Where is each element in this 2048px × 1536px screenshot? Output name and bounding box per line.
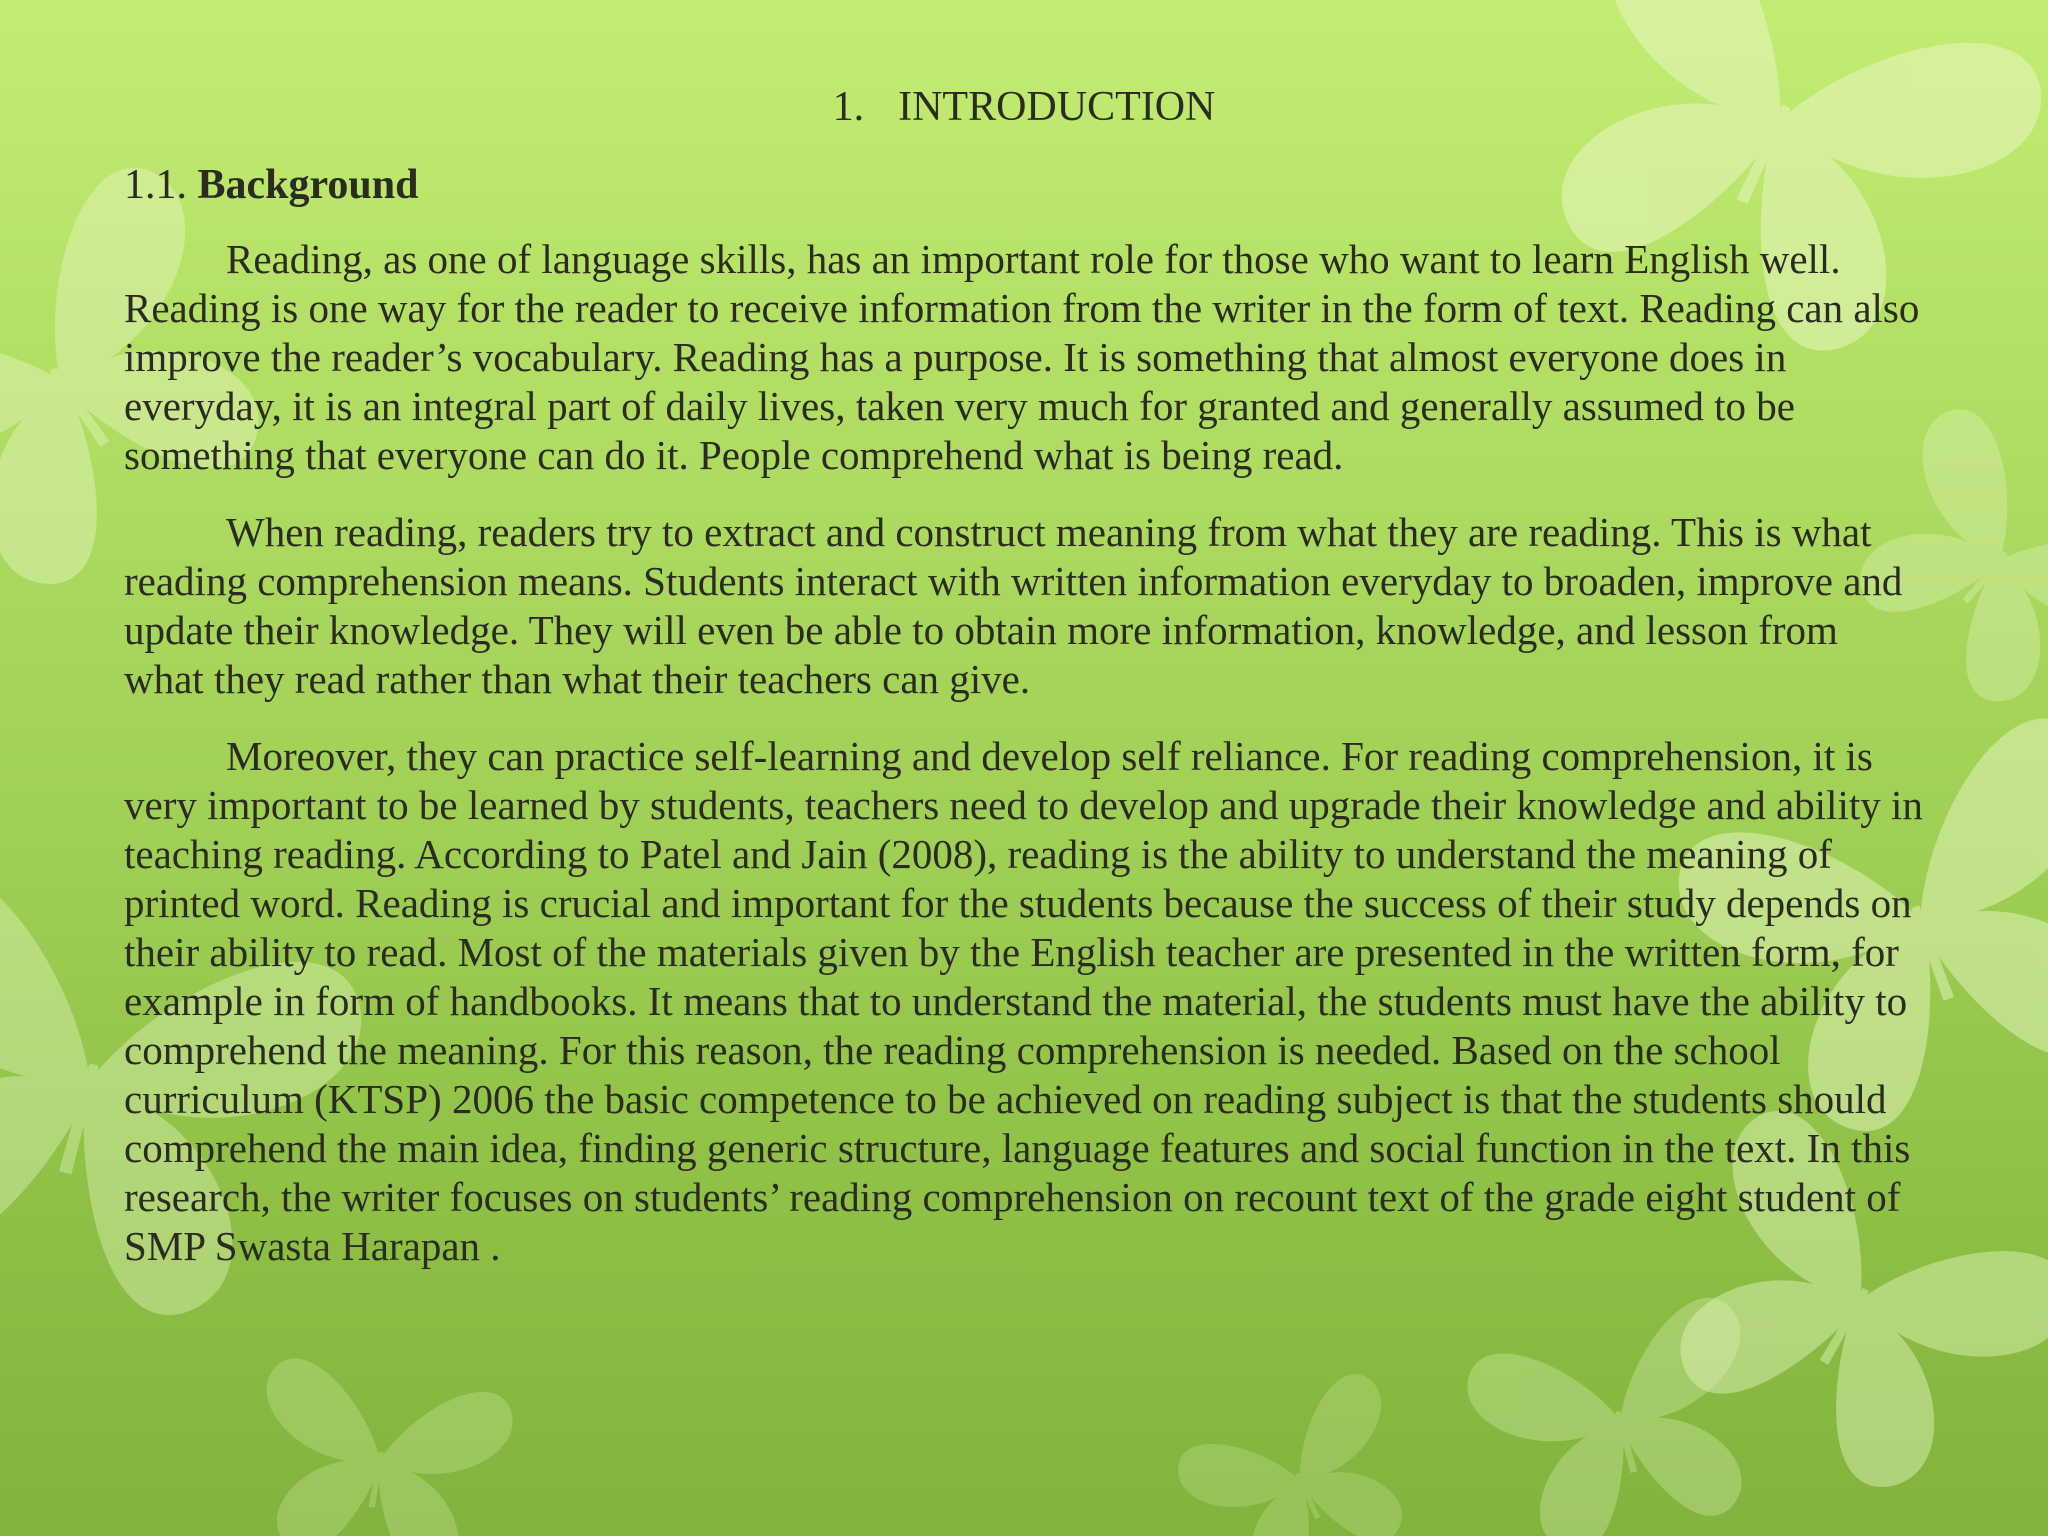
section-number: 1. (832, 84, 865, 130)
section-title: INTRODUCTION (898, 84, 1216, 130)
subsection-heading (124, 158, 418, 212)
subsection-title: Background (197, 162, 419, 208)
paragraph: Moreover, they can practice self-learning and develop self reliance. For reading comprehension, it is very important to be learned by students, teachers need to develop and upgrade their knowledge and ability in teaching reading. According to Patel and Jain (2008), reading is the ability to understand the meaning of printed word. Reading is crucial and important for the students because the success of their study depends on their ability to read. Most of the materials given by the English teacher are presented in the written form, for example in form of handbooks. It means that to understand the material, the students must have the ability to comprehend the meaning. For this reason, the reading comprehension is needed. Based on the school curriculum (KTSP) 2006 the basic competence to be achieved on reading subject is that the students should comprehend the main idea, finding generic structure, language features and social function in the text. In this research, the writer focuses on students’ reading comprehension on recount text of the grade eight student of SMP Swasta Harapan . (124, 733, 1923, 1269)
subsection-number: 1.1. (124, 162, 187, 208)
paragraph: When reading, readers try to extract and construct meaning from what they are reading. This is what reading comprehension means. Students interact with written information everyday to broaden, improve and update their knowledge. They will even be able to obtain more information, knowledge, and lesson from what they read rather than what their teachers can give. (124, 509, 1903, 702)
paragraph: Reading, as one of language skills, has an important role for those who want to learn English well. Reading is one way for the reader to receive information from the writer in the form of text. Reading can also improve the reader’s vocabulary. Reading has a purpose. It is something that almost everyone does in everyday, it is an integral part of daily lives, taken very much for granted and generally assumed to be something that everyone can do it. People comprehend what is being read. (124, 236, 1920, 478)
section-heading (0, 80, 2048, 134)
body-text (124, 235, 1924, 1299)
